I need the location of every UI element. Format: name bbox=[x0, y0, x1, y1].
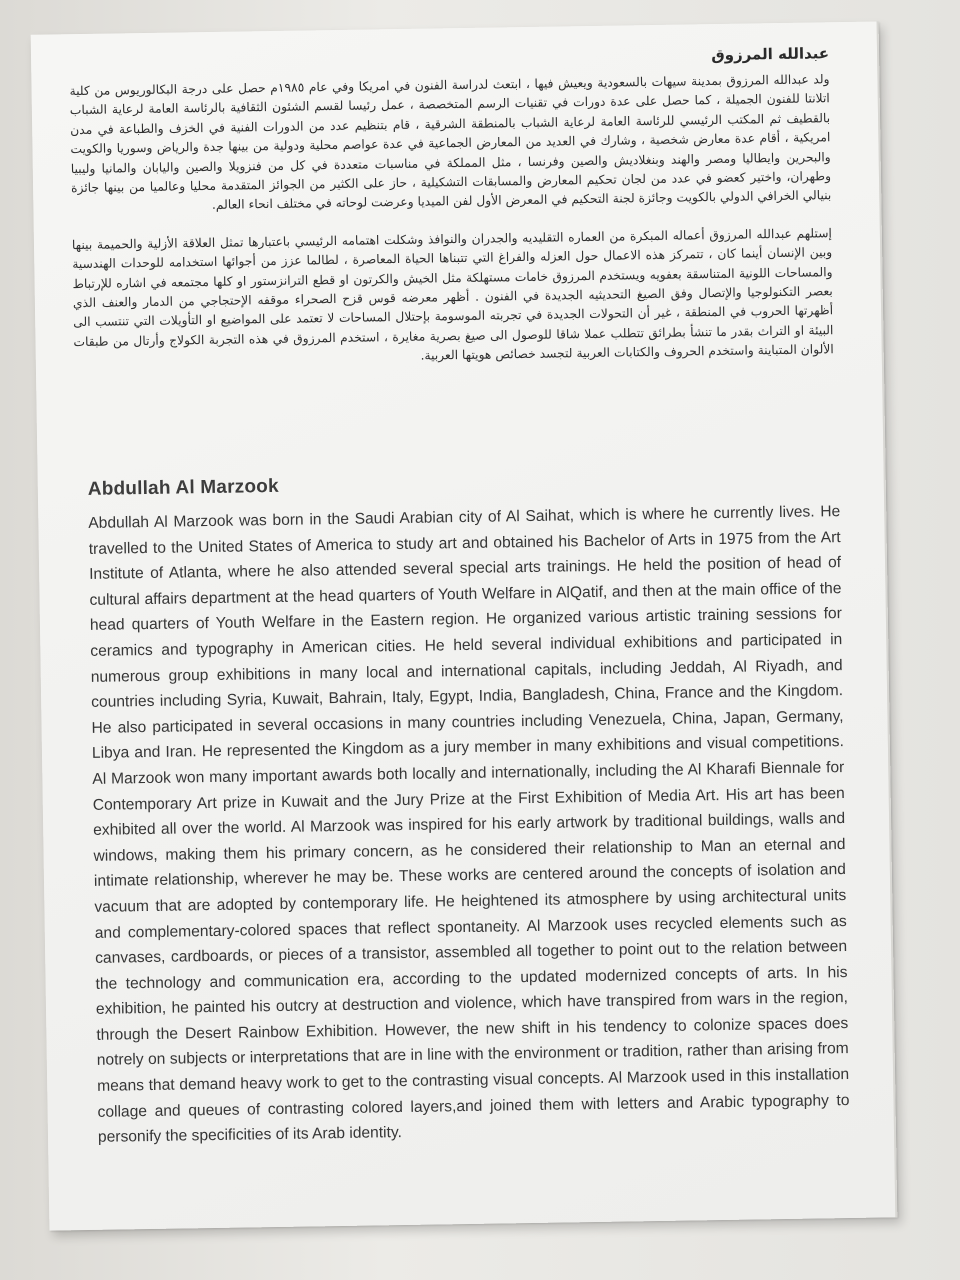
english-artist-name: Abdullah Al Marzook bbox=[87, 475, 279, 500]
arabic-section bbox=[69, 44, 834, 390]
arabic-biography-paragraph: ولد عبدالله المرزوق بمدينة سيهات بالسعودية ويعيش فيها ، ابتعث لدراسة الفنون في امريكا وفي عام ١٩٨٥م حصل على درجة البكالوريوس من كلية اتلانتا للفنون الجميلة ، كما حصل على عدة دورات في تقنيات الرسم المتخصصة ، عمل رئيسا لقسم الشئون الثقافية بالرئاسة العامة لرعاية الشباب بالقطيف ثم المكتب الرئيسي للرئاسة العامة لرعاية الشباب بالمنطقة الشرقية ، قام بتنظيم عدد من الدورات الفنية في الخزف والطباعة في مدن امريكية ، أقام عدة معارض شخصية ، وشارك في العديد من المعارض الجماعية في عدة عواصم محلية ودولية من بينها جدة والرياض وسوريا والكويت والبحرين وايطاليا ومصر والهند وبنغلاديش والصين وفرنسا ، مثل المملكة في مناسبات متعددة في كل من فنزويلا والصين واليابان والمانيا وليبيا وطهران، واختير كعضو في عدد من لجان تحكيم المعارض والمسابقات التشكيلية ، حاز على الكثير من الجوائز المتقدمة محليا وعالميا من بينها جائزة بنيالي الخرافي الدولي بالكويت وجائزة لجنة التحكيم في المعرض الأول لفن الميديا وعرضت لوحاته في مختلف انحاء العالم. bbox=[69, 72, 832, 213]
arabic-artwork-paragraph: إستلهم عبدالله المرزوق أعماله المبكرة من العماره التقليديه والجدران والنوافذ وشكلت اهتمامه الرئيسي باعتبارها تمثل العلاقة الأزلية والحميمة بينها وبين الإنسان أينما كان ، تتمركز هذه الاعمال حول العزله والفراغ التي تتبناها الحياة المعاصرة ، لطالما عزز من أجوائها استخدامه للوحدات الهندسية والمساحات اللونية المتناسقة بعفويه ويستخدم المرزوق خامات مستهلكة مثل الخيش والكرتون او قطع الترانزستور او كلها مجتمعه في اشاره للإرتباط بعصر التكنولوجيا والإتصال وفق الصيغ التحديثيه الجديدة في الفنون . أظهر معرضه قوس قزح الصحراء موقفه الإحتجاجي من الدمار والعنف الذي أظهرتها الحروب في المنطقة ، غير أن التحولات الجديدة في تجربته الموسومة بإحتلال المساحات لا تعتمد على المواضيع او التأويلات التي تنتسب الى البيئة او التراث بقدر ما تنشأ بطرائق تتطلب عملا شاقا للوصول الى صيغ بصرية مغايرة ، استخدم المرزوق في هذه التجربة الكولاج وأرتال من طبقات الألوان المتباينة واستخدم الحروف والكتابات العربية لتجسد خصائص هويتها العربية. bbox=[71, 226, 834, 363]
english-biography-text: Abdullah Al Marzook was born in the Saudi Arabian city of Al Saihat, which is where he currently lives. He travelled to the United States of America to study art and obtained his Bachelor of Arts in 1975 from the Art Institute of Atlanta, where he also attended several special arts trainings. He held the position of head of cultural affairs department at the head quarters of Youth Welfare in AlQatif, and then at the main office of the head quarters of Youth Welfare in the Eastern region. He organized various artistic training sessions for ceramics and typography in American cities. He held several individual exhibitions and participated in numerous group exhibitions in many local and international capitals, including Jeddah, Al Riyadh, and countries including Syria, Kuwait, Bahrain, Italy, Egypt, India, Bangladesh, China, France and the Kingdom. He also participated in several occasions in many countries including Venezuela, China, Japan, Germany, Libya and Iran. He represented the Kingdom as a jury member in many exhibitions and visual competitions. Al Marzook won many important awards both locally and internationally, including the Al Kharafi Biennale for Contemporary Art prize in Kuwait and the Jury Prize at the First Exhibition of Media Art. His art has been exhibited all over the world. Al Marzook was inspired for his early artwork by traditional buildings, walls and windows, making them his primary concern, as he considered their relationship to Man an eternal and intimate relationship, wherever he may be. These works are centered around the concepts of isolation and vacuum that are adopted by contemporary life. He heightened its atmosphere by using architectural units and complementary-colored spaces that reflect spontaneity. Al Marzook uses recycled elements such as canvases, cardboards, or pieces of a transistor, assembled all together to point out to the relation between the technology and communication era, according to the updated modernized concepts of arts. In his exhibition, he painted his outcry at destruction and violence, which have transpired from wars in the region, through the Desert Rainbow Exhibition. However, the new shift in his tendency to colonize spaces does notrely on subjects or interpretations that are in line with the environment or tradition, rather than arising from means that demand heavy work to get to the contrasting visual concepts. Al Marzook used in this installation collage and queues of contrasting colored layers,and joined them with letters and Arabic typography to personify the specificities of its Arab identity. bbox=[88, 503, 850, 1147]
english-section bbox=[88, 467, 850, 1151]
arabic-artist-name: عبدالله المرزوق bbox=[711, 44, 830, 65]
biography-panel bbox=[31, 21, 898, 1230]
